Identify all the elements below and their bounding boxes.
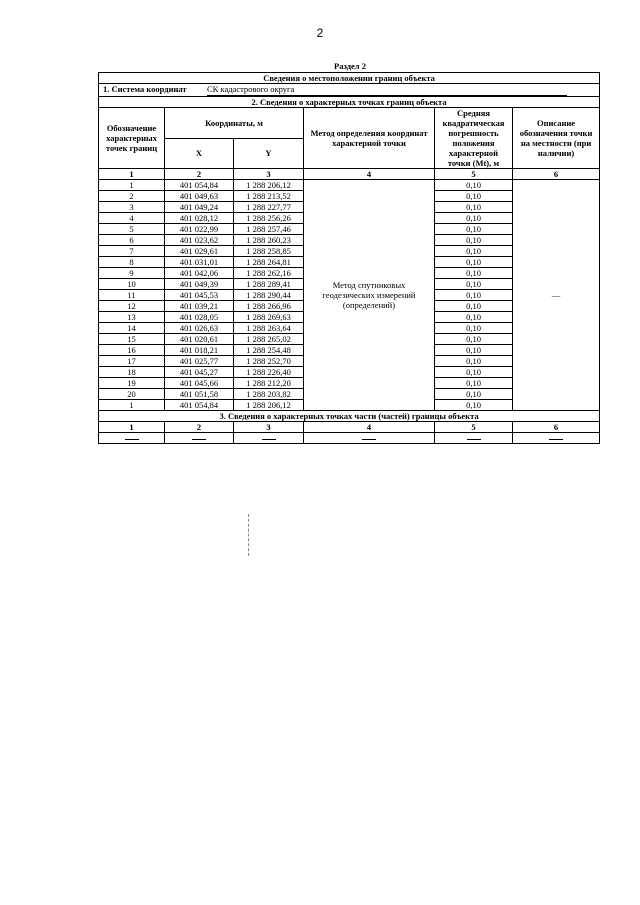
point-number-cell: 17 [99, 356, 165, 367]
point-number-cell: 11 [99, 290, 165, 301]
col-header-y: Y [234, 138, 304, 169]
section3-title: 3. Сведения о характерных точках части (частей) границы объекта [99, 411, 600, 422]
y-coordinate-cell: 1 288 290,44 [234, 290, 304, 301]
col-number: 1 [99, 169, 165, 180]
col-header-point: Обозначение характерных точек границ [99, 108, 165, 169]
error-cell: 0,10 [435, 400, 513, 411]
point-number-cell: 4 [99, 213, 165, 224]
coord-system-value: СК кадастрового округа [207, 84, 567, 96]
point-number-cell: 7 [99, 246, 165, 257]
error-cell: 0,10 [435, 356, 513, 367]
x-coordinate-cell: 401 054,84 [165, 400, 234, 411]
x-coordinate-cell: 401 049,63 [165, 191, 234, 202]
error-cell: 0,10 [435, 378, 513, 389]
col-header-error: Средняя квадратическая погрешность положения характерной точки (Mt), м [435, 108, 513, 169]
x-coordinate-cell: 401 020,61 [165, 334, 234, 345]
col-number: 4 [304, 169, 435, 180]
error-cell: 0,10 [435, 257, 513, 268]
dash-cell [304, 433, 435, 444]
col-header-coords: Координаты, м [165, 108, 304, 139]
col-number: 2 [165, 422, 234, 433]
empty-parts-row [99, 433, 600, 444]
dash-cell [435, 433, 513, 444]
col-number: 1 [99, 422, 165, 433]
x-coordinate-cell: 401 022,99 [165, 224, 234, 235]
x-coordinate-cell: 401 049,24 [165, 202, 234, 213]
page-number: 2 [316, 26, 324, 40]
point-number-cell: 12 [99, 301, 165, 312]
location-title: Сведения о местоположении границ объекта [99, 73, 600, 84]
point-number-cell: 18 [99, 367, 165, 378]
error-cell: 0,10 [435, 312, 513, 323]
x-coordinate-cell: 401 025,77 [165, 356, 234, 367]
margin-fold-line [248, 514, 249, 556]
y-coordinate-cell: 1 288 206,12 [234, 400, 304, 411]
error-cell: 0,10 [435, 246, 513, 257]
point-number-cell: 14 [99, 323, 165, 334]
dash-mark [192, 439, 206, 440]
x-coordinate-cell: 401 018,21 [165, 345, 234, 356]
y-coordinate-cell: 1 288 213,52 [234, 191, 304, 202]
y-coordinate-cell: 1 288 203,82 [234, 389, 304, 400]
dash-mark [362, 439, 376, 440]
dash-mark [467, 439, 481, 440]
error-cell: 0,10 [435, 345, 513, 356]
point-number-cell: 20 [99, 389, 165, 400]
col-number: 4 [304, 422, 435, 433]
error-cell: 0,10 [435, 235, 513, 246]
y-coordinate-cell: 1 288 226,40 [234, 367, 304, 378]
y-coordinate-cell: 1 288 263,64 [234, 323, 304, 334]
error-cell: 0,10 [435, 180, 513, 191]
error-cell: 0,10 [435, 268, 513, 279]
col-number: 2 [165, 169, 234, 180]
dash-cell [165, 433, 234, 444]
error-cell: 0,10 [435, 334, 513, 345]
col-header-method: Метод определения координат характерной точки [304, 108, 435, 169]
error-cell: 0,10 [435, 224, 513, 235]
error-cell: 0,10 [435, 389, 513, 400]
col-number: 6 [513, 422, 600, 433]
error-cell: 0,10 [435, 323, 513, 334]
point-number-cell: 6 [99, 235, 165, 246]
point-number-cell: 19 [99, 378, 165, 389]
dash-mark [549, 439, 563, 440]
y-coordinate-cell: 1 288 258,85 [234, 246, 304, 257]
x-coordinate-cell: 401 028,12 [165, 213, 234, 224]
col-number: 5 [435, 422, 513, 433]
point-number-cell: 1 [99, 400, 165, 411]
y-coordinate-cell: 1 288 265,02 [234, 334, 304, 345]
column-numbers-row-2 [99, 422, 600, 433]
error-cell: 0,10 [435, 191, 513, 202]
y-coordinate-cell: 1 288 227,77 [234, 202, 304, 213]
x-coordinate-cell: 401 054,84 [165, 180, 234, 191]
error-cell: 0,10 [435, 290, 513, 301]
dash-cell [513, 433, 600, 444]
column-numbers-row [99, 169, 600, 180]
point-number-cell: 1 [99, 180, 165, 191]
x-coordinate-cell: 401 051,58 [165, 389, 234, 400]
table-row [99, 180, 600, 191]
col-number: 6 [513, 169, 600, 180]
x-coordinate-cell: 401 039,21 [165, 301, 234, 312]
col-header-x: X [165, 138, 234, 169]
x-coordinate-cell: 401 045,53 [165, 290, 234, 301]
boundary-table [98, 72, 600, 444]
y-coordinate-cell: 1 288 206,12 [234, 180, 304, 191]
y-coordinate-cell: 1 288 256,26 [234, 213, 304, 224]
y-coordinate-cell: 1 288 269,63 [234, 312, 304, 323]
dash-cell [234, 433, 304, 444]
col-number: 3 [234, 422, 304, 433]
error-cell: 0,10 [435, 202, 513, 213]
error-cell: 0,10 [435, 367, 513, 378]
x-coordinate-cell: 401 045,27 [165, 367, 234, 378]
error-cell: 0,10 [435, 213, 513, 224]
dash-mark [262, 439, 276, 440]
point-number-cell: 5 [99, 224, 165, 235]
x-coordinate-cell: 401 023,62 [165, 235, 234, 246]
y-coordinate-cell: 1 288 254,48 [234, 345, 304, 356]
col-number: 5 [435, 169, 513, 180]
dash-cell [99, 433, 165, 444]
point-number-cell: 9 [99, 268, 165, 279]
table-body [99, 73, 600, 444]
point-number-cell: 2 [99, 191, 165, 202]
y-coordinate-cell: 1 288 289,41 [234, 279, 304, 290]
x-coordinate-cell: 401 045,66 [165, 378, 234, 389]
coord-system-label: 1. Система координат [103, 84, 187, 94]
y-coordinate-cell: 1 288 260,23 [234, 235, 304, 246]
section2-title: 2. Сведения о характерных точках границ объекта [99, 97, 600, 108]
error-cell: 0,10 [435, 301, 513, 312]
method-cell: Метод спутниковых геодезических измерений (определений) [304, 180, 435, 411]
x-coordinate-cell: 401 029,61 [165, 246, 234, 257]
y-coordinate-cell: 1 288 264,81 [234, 257, 304, 268]
x-coordinate-cell: 401 028,05 [165, 312, 234, 323]
description-cell: — [513, 180, 600, 411]
y-coordinate-cell: 1 288 212,20 [234, 378, 304, 389]
dash-mark [125, 439, 139, 440]
point-number-cell: 3 [99, 202, 165, 213]
error-cell: 0,10 [435, 279, 513, 290]
y-coordinate-cell: 1 288 262,16 [234, 268, 304, 279]
col-number: 3 [234, 169, 304, 180]
x-coordinate-cell: 401 049,39 [165, 279, 234, 290]
point-number-cell: 13 [99, 312, 165, 323]
x-coordinate-cell: 401 026,63 [165, 323, 234, 334]
point-number-cell: 15 [99, 334, 165, 345]
y-coordinate-cell: 1 288 257,46 [234, 224, 304, 235]
col-header-desc: Описание обозначения точки на местности (при наличии) [513, 108, 600, 169]
x-coordinate-cell: 401 042,06 [165, 268, 234, 279]
point-number-cell: 10 [99, 279, 165, 290]
point-number-cell: 16 [99, 345, 165, 356]
point-number-cell: 8 [99, 257, 165, 268]
y-coordinate-cell: 1 288 266,96 [234, 301, 304, 312]
y-coordinate-cell: 1 288 252,70 [234, 356, 304, 367]
x-coordinate-cell: 401 031,01 [165, 257, 234, 268]
section-title: Раздел 2 [334, 61, 366, 71]
coord-system-row [99, 84, 600, 97]
